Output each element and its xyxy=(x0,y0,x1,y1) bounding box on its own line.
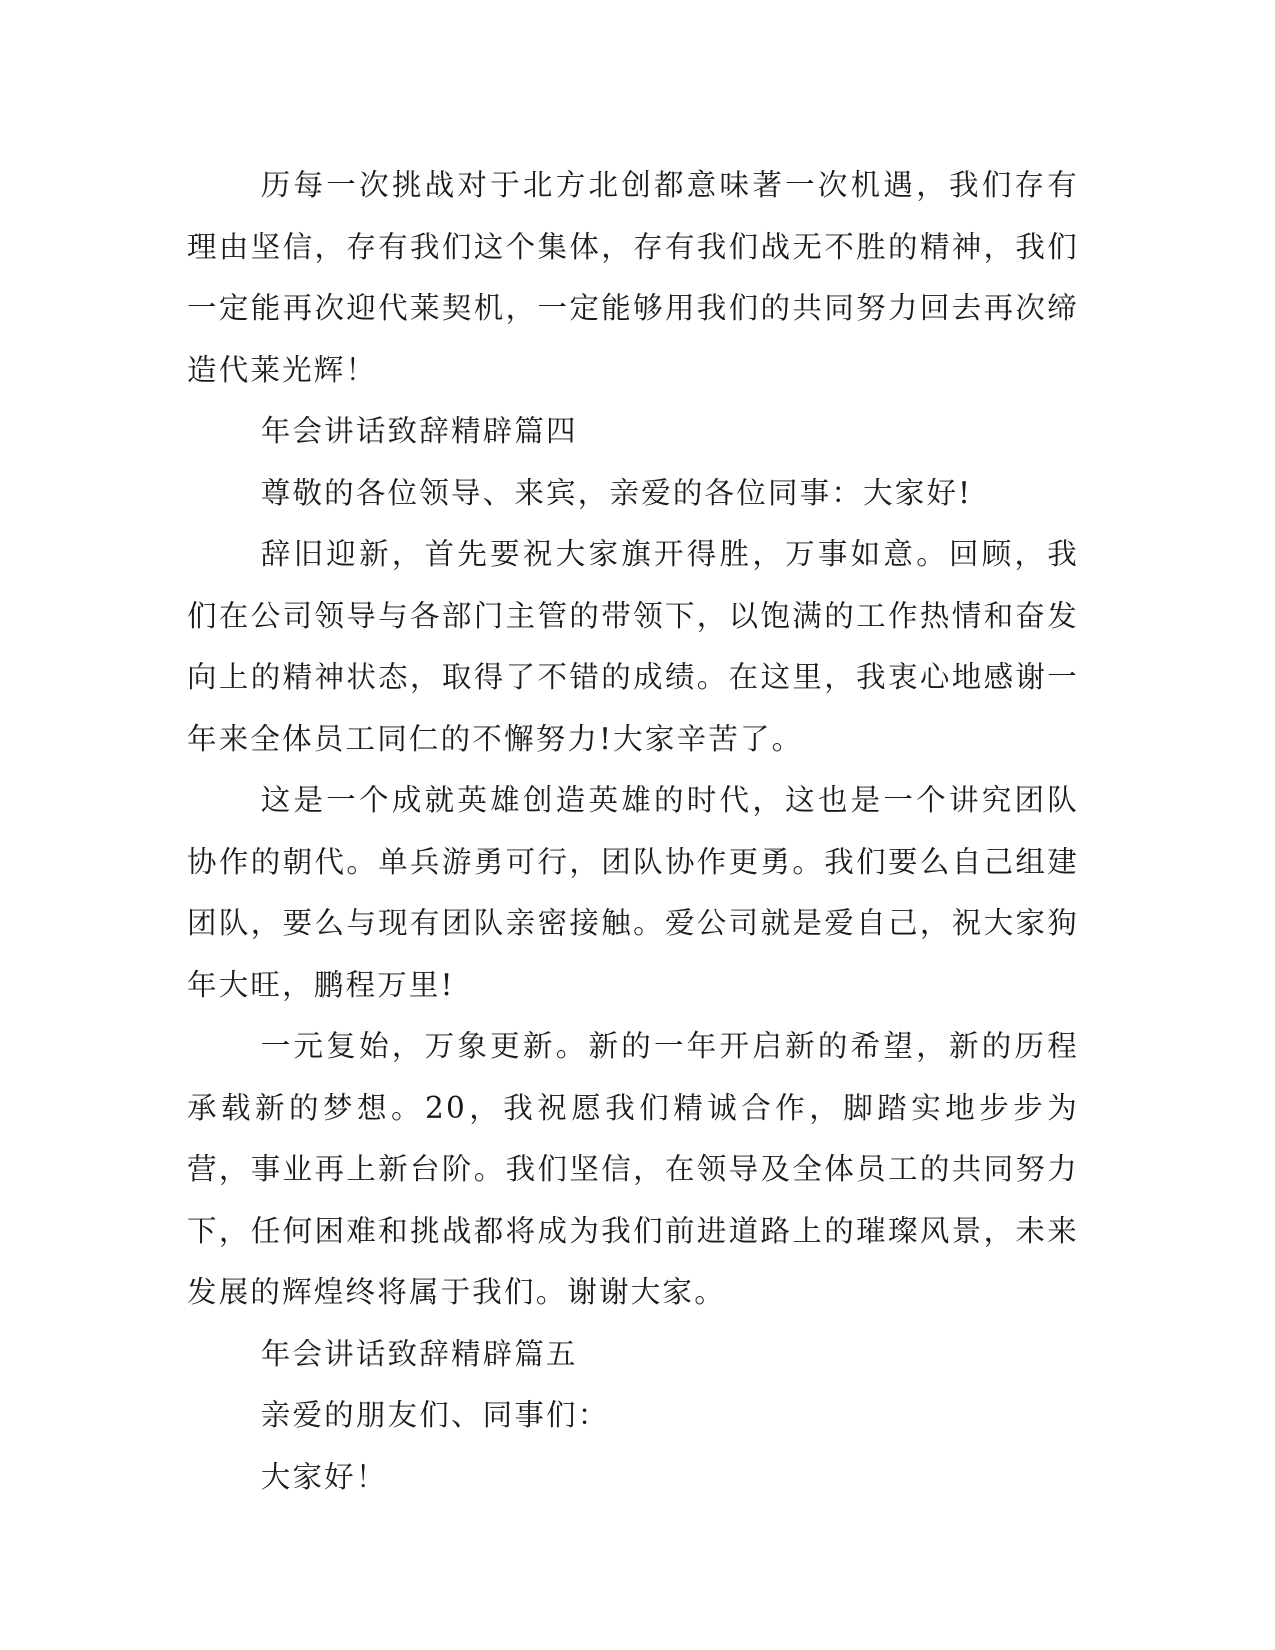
paragraph-teamwork: 这是一个成就英雄创造英雄的时代，这也是一个讲究团队协作的朝代。单兵游勇可行，团队协作更勇。我们要么自己组建团队，要么与现有团队亲密接触。爱公司就是爱自己，祝大家狗年大旺，鹏程万里! xyxy=(187,783,1079,1002)
document-body xyxy=(187,155,1079,1508)
paragraph-review: 辞旧迎新，首先要祝大家旗开得胜，万事如意。回顾，我们在公司领导与各部门主管的带领下，以饱满的工作热情和奋发向上的精神状态，取得了不错的成绩。在这里，我衷心地感谢一年来全体员工同仁的不懈努力!大家辛苦了。 xyxy=(187,537,1079,756)
section-heading-four: 年会讲话致辞精辟篇四 xyxy=(260,414,578,448)
paragraph-challenge: 历每一次挑战对于北方北创都意味著一次机遇，我们存有理由坚信，存有我们这个集体，存有我们战无不胜的精神，我们一定能再次迎代莱契机，一定能够用我们的共同努力回去再次缔造代莱光辉！ xyxy=(187,168,1079,387)
section-heading-five: 年会讲话致辞精辟篇五 xyxy=(260,1336,578,1371)
paragraph-hello: 大家好！ xyxy=(260,1459,388,1494)
paragraph-salutation: 亲爱的朋友们、同事们： xyxy=(260,1398,610,1432)
paragraph-new-year: 一元复始，万象更新。新的一年开启新的希望，新的历程承载新的梦想。20，我祝愿我们精诚合作，脚踏实地步步为营，事业再上新台阶。我们坚信，在领导及全体员工的共同努力下，任何困难和挑战都将成为我们前进道路上的璀璨风景，未来发展的辉煌终将属于我们。谢谢大家。 xyxy=(187,1029,1079,1309)
paragraph-greeting: 尊敬的各位领导、来宾，亲爱的各位同事：大家好! xyxy=(260,475,973,510)
